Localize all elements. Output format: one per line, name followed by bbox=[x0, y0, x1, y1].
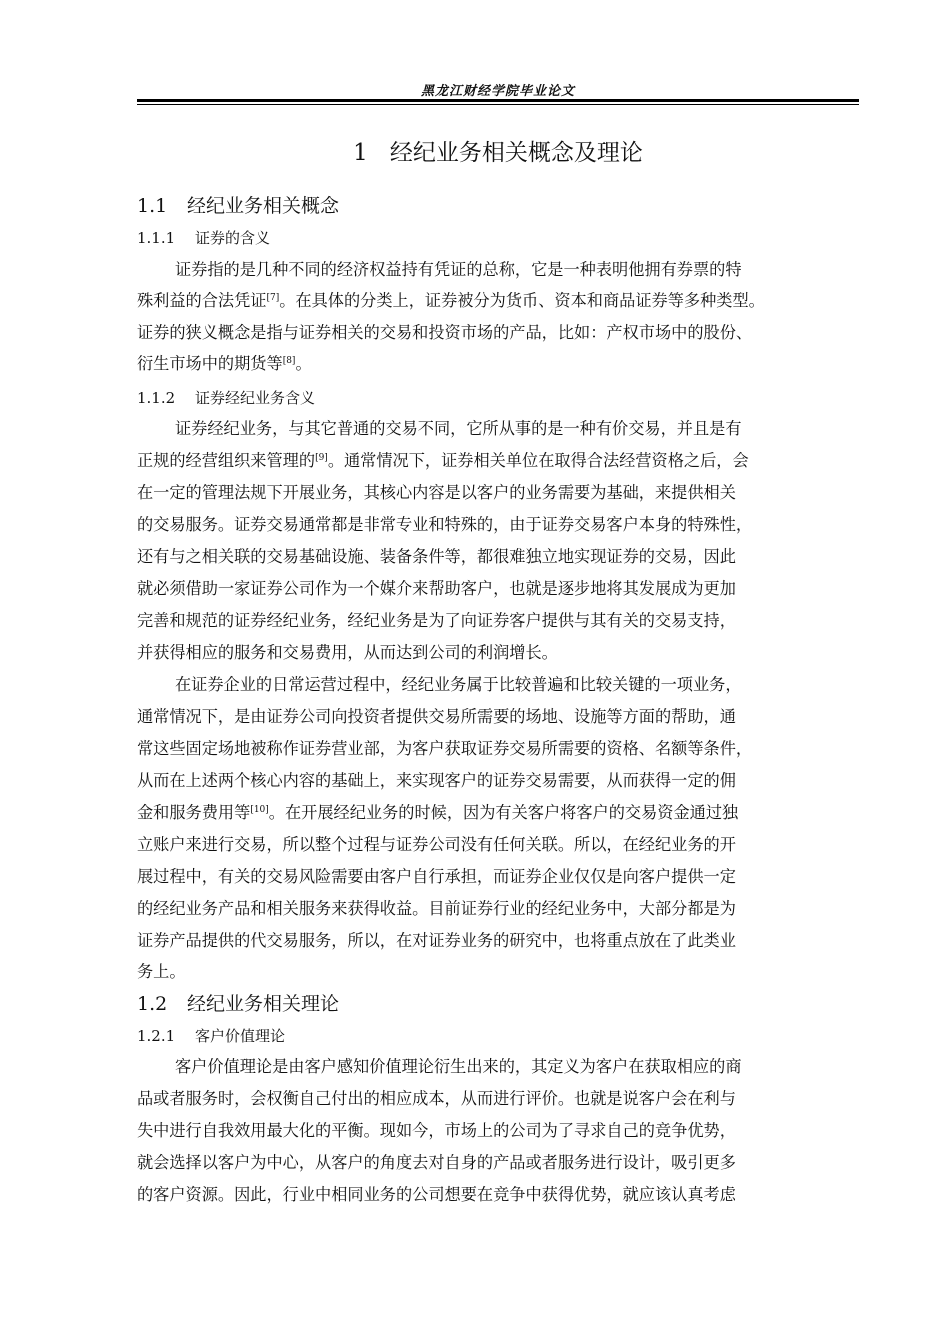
text-line: 完善和规范的证券经纪业务，经纪业务是为了向证券客户提供与其有关的交易支持， bbox=[137, 611, 736, 630]
text-line: 务上。 bbox=[137, 962, 186, 981]
header-rule-thick bbox=[137, 99, 859, 102]
subsection-heading-1-1-1 bbox=[137, 227, 270, 248]
subsection-number: 1.1.1 bbox=[137, 229, 176, 247]
text-line: 证券产品提供的代交易服务，所以，在对证券业务的研究中，也将重点放在了此类业 bbox=[137, 931, 736, 950]
text-line: 通常情况下，是由证券公司向投资者提供交易所需要的场地、设施等方面的帮助，通 bbox=[137, 707, 736, 726]
section-title: 经纪业务相关理论 bbox=[187, 993, 340, 1015]
text-line: 证券指的是几种不同的经济权益持有凭证的总称，它是一种表明他拥有券票的特 bbox=[175, 260, 742, 279]
text-line: 客户价值理论是由客户感知价值理论衍生出来的，其定义为客户在获取相应的商 bbox=[175, 1057, 742, 1076]
subsection-title: 证券的含义 bbox=[195, 229, 271, 247]
running-header: 黑龙江财经学院毕业论文 bbox=[420, 84, 575, 99]
subsection-number: 1.2.1 bbox=[137, 1027, 176, 1045]
section-number: 1.2 bbox=[137, 993, 168, 1015]
subsection-heading-1-2-1 bbox=[137, 1025, 285, 1046]
chapter-title-text: 经纪业务相关概念及理论 bbox=[389, 140, 643, 166]
text-line: 就必须借助一家证券公司作为一个媒介来帮助客户，也就是逐步地将其发展成为更加 bbox=[137, 579, 736, 598]
text-line: 常这些固定场地被称作证券营业部，为客户获取证券交易所需要的资格、名额等条件， bbox=[137, 739, 753, 758]
text-line: 就会选择以客户为中心，从客户的角度去对自身的产品或者服务进行设计，吸引更多 bbox=[137, 1153, 736, 1172]
text-line: 金和服务费用等[10]。在开展经纪业务的时候，因为有关客户将客户的交易资金通过独 bbox=[137, 803, 739, 822]
text-line: 失中进行自我效用最大化的平衡。现如今，市场上的公司为了寻求自己的竞争优势， bbox=[137, 1121, 736, 1140]
chapter-number: 1 bbox=[353, 140, 368, 166]
text-line: 证券的狭义概念是指与证券相关的交易和投资市场的产品，比如：产权市场中的股份、 bbox=[137, 323, 753, 342]
text-line: 的交易服务。证券交易通常都是非常专业和特殊的，由于证券交易客户本身的特殊性， bbox=[137, 515, 753, 534]
text-line: 并获得相应的服务和交易费用，从而达到公司的利润增长。 bbox=[137, 643, 558, 662]
text-line: 殊利益的合法凭证[7]。在具体的分类上，证券被分为货币、资本和商品证券等多种类型。 bbox=[137, 291, 765, 310]
subsection-number: 1.1.2 bbox=[137, 389, 176, 407]
text-line: 还有与之相关联的交易基础设施、装备条件等，都很难独立地实现证券的交易，因此 bbox=[137, 547, 736, 566]
section-number: 1.1 bbox=[137, 195, 168, 217]
text-line: 的客户资源。因此，行业中相同业务的公司想要在竞争中获得优势，就应该认真考虑 bbox=[137, 1185, 736, 1204]
subsection-title: 客户价值理论 bbox=[195, 1027, 286, 1045]
text-line: 在证券企业的日常运营过程中，经纪业务属于比较普遍和比较关键的一项业务， bbox=[175, 675, 742, 694]
text-line: 从而在上述两个核心内容的基础上，来实现客户的证券交易需要，从而获得一定的佣 bbox=[137, 771, 736, 790]
citation-ref: [7] bbox=[266, 293, 280, 303]
text-line: 品或者服务时，会权衡自己付出的相应成本，从而进行评价。也就是说客户会在利与 bbox=[137, 1089, 736, 1108]
text-line: 立账户来进行交易，所以整个过程与证券公司没有任何关联。所以，在经纪业务的开 bbox=[137, 835, 736, 854]
text-line: 的经纪业务产品和相关服务来获得收益。目前证券行业的经纪业务中，大部分都是为 bbox=[137, 899, 736, 918]
text-line: 证券经纪业务，与其它普通的交易不同，它所从事的是一种有价交易，并且是有 bbox=[175, 419, 742, 438]
text-line: 正规的经营组织来管理的[9]。通常情况下，证券相关单位在取得合法经营资格之后，会 bbox=[137, 451, 749, 470]
section-heading-1-2 bbox=[137, 989, 339, 1016]
text-line: 在一定的管理法规下开展业务，其核心内容是以客户的业务需要为基础，来提供相关 bbox=[137, 483, 736, 502]
citation-ref: [10] bbox=[250, 805, 269, 815]
text-line: 衍生市场中的期货等[8]。 bbox=[137, 354, 312, 373]
header-rule-thin bbox=[137, 104, 859, 105]
text-line: 展过程中，有关的交易风险需要由客户自行承担，而证券企业仅仅是向客户提供一定 bbox=[137, 867, 736, 886]
citation-ref: [8] bbox=[282, 356, 296, 366]
section-title: 经纪业务相关概念 bbox=[187, 195, 340, 217]
section-heading-1-1 bbox=[137, 191, 339, 218]
chapter-title bbox=[137, 134, 859, 167]
citation-ref: [9] bbox=[315, 453, 328, 463]
subsection-heading-1-1-2 bbox=[137, 387, 315, 408]
subsection-title: 证券经纪业务含义 bbox=[195, 389, 316, 407]
